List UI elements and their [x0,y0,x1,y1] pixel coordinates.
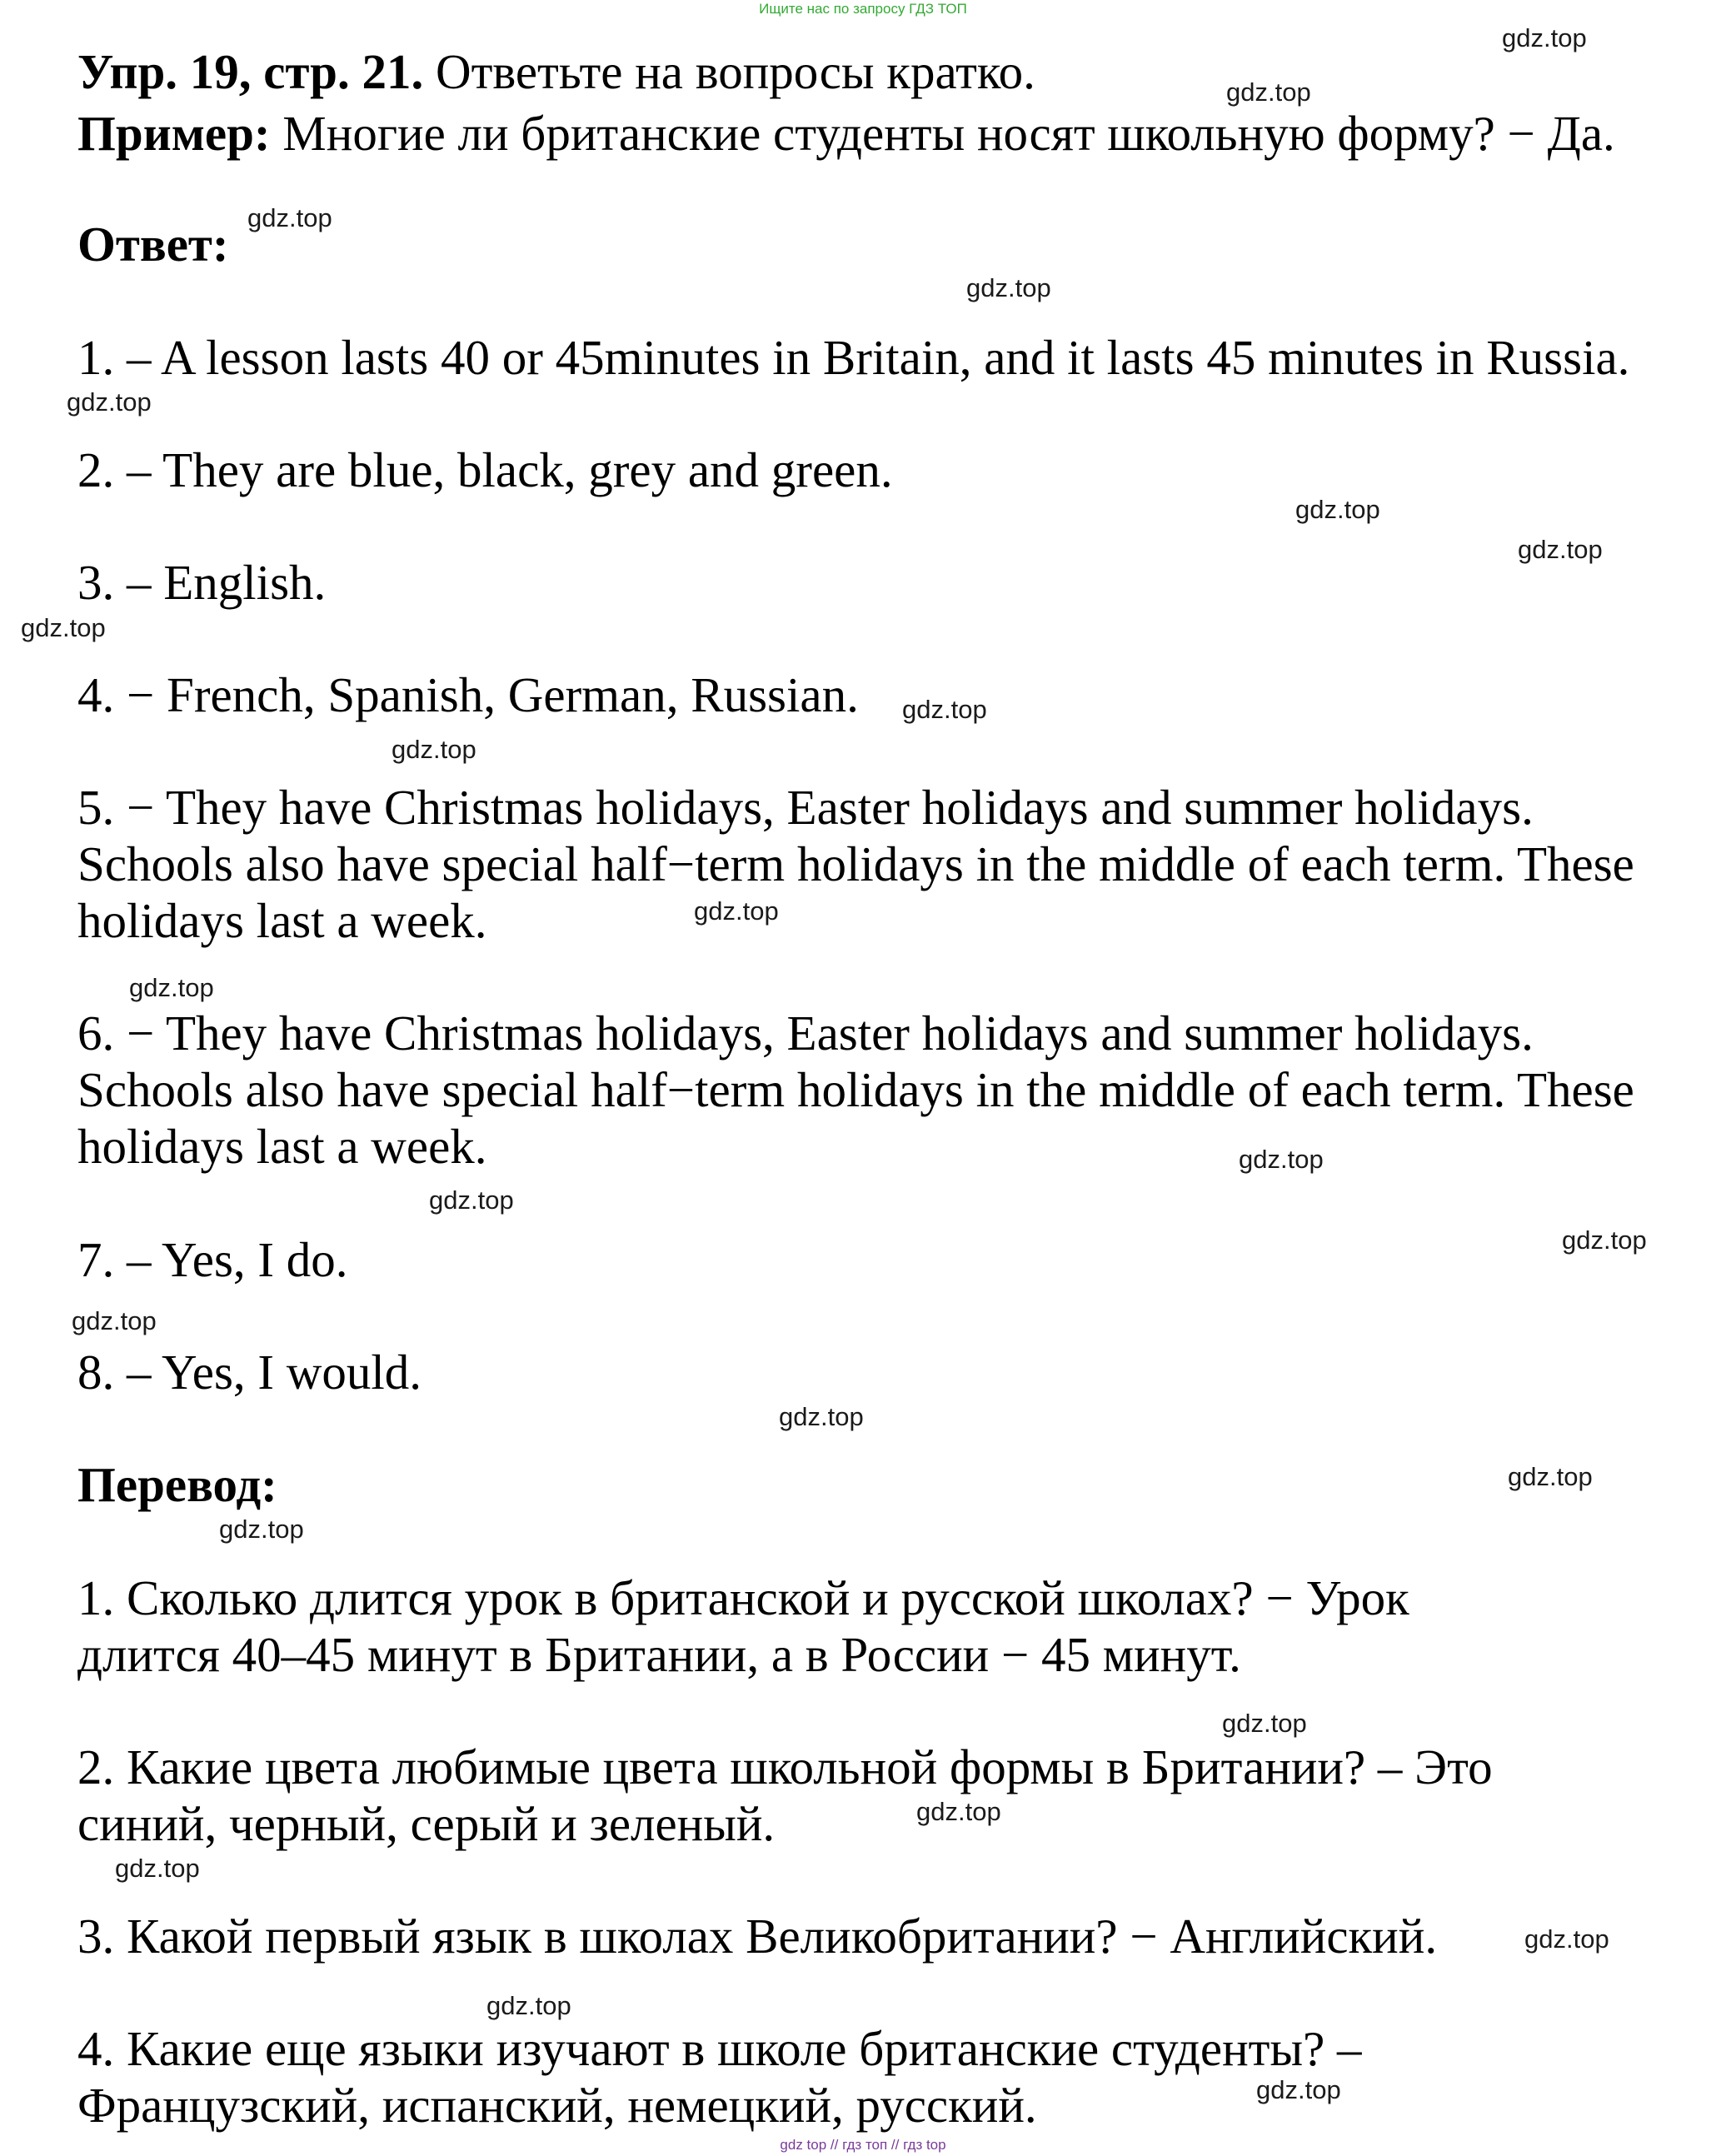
example-text: Многие ли британские студенты носят школьную форму? − Да. [270,106,1615,161]
answer-line: 7. – Yes, I do. [77,1232,348,1287]
example-label: Пример: [77,106,271,161]
watermark: gdz.top [1524,1924,1609,1954]
watermark: gdz.top [67,387,152,417]
exercise-title [77,43,1035,100]
answer-line: 6. − They have Christmas holidays, Easter holidays and summer holidays. [77,1006,1534,1061]
answer-line: Schools also have special half−term holidays in the middle of each term. These [77,836,1634,891]
translation-line: 3. Какой первый язык в школах Великобритании? − Английский. [77,1909,1438,1964]
watermark: gdz.top [392,735,476,764]
watermark: gdz.top [1295,495,1380,524]
watermark: gdz.top [21,613,106,642]
example-line [77,105,1615,162]
watermark: gdz.top [129,973,214,1002]
watermark: gdz.top [1239,1145,1324,1174]
answer-line: 5. − They have Christmas holidays, Easter holidays and summer holidays. [77,780,1534,835]
watermark: gdz.top [72,1306,157,1335]
watermark: gdz.top [1502,23,1587,52]
answer-line: 1. – A lesson lasts 40 or 45minutes in Britain, and it lasts 45 minutes in Russia. [77,330,1630,385]
watermark: gdz.top [1226,77,1311,107]
watermark: gdz.top [247,203,332,232]
exercise-instruction: Ответьте на вопросы кратко. [423,44,1035,99]
translation-line: 1. Сколько длится урок в британской и русской школах? − Урок [77,1570,1409,1625]
answer-heading: Ответ: [77,217,229,272]
watermark: gdz.top [779,1402,864,1431]
answer-line: 3. – English. [77,555,327,610]
watermark: gdz.top [694,896,779,926]
translation-line: Французский, испанский, немецкий, русский. [77,2078,1037,2133]
watermark: gdz.top [1222,1709,1307,1738]
footer-note: gdz top // гдз топ // гдз top [780,2137,946,2153]
watermark: gdz.top [1256,2075,1341,2104]
answer-line: 4. − French, Spanish, German, Russian. [77,667,859,722]
watermark: gdz.top [1518,535,1603,564]
answer-line: Schools also have special half−term holidays in the middle of each term. These [77,1062,1634,1117]
watermark: gdz.top [115,1854,200,1883]
translation-heading: Перевод: [77,1457,277,1512]
watermark: gdz.top [916,1797,1001,1826]
watermark: gdz.top [429,1185,514,1215]
watermark: gdz.top [902,695,987,724]
watermark: gdz.top [966,273,1051,302]
answer-line: 8. – Yes, I would. [77,1345,422,1400]
answer-line: holidays last a week. [77,1119,487,1174]
watermark: gdz.top [1508,1462,1593,1491]
translation-line: 4. Какие еще языки изучают в школе британские студенты? – [77,2021,1362,2076]
exercise-number: Упр. 19, стр. 21. [77,44,424,99]
translation-line: длится 40–45 минут в Британии, а в России − 45 минут. [77,1627,1241,1682]
answer-line: 2. – They are blue, black, grey and green. [77,442,893,497]
top-search-note: Ищите нас по запросу ГДЗ ТОП [759,1,967,17]
watermark: gdz.top [486,1991,571,2020]
translation-line: 2. Какие цвета любимые цвета школьной формы в Британии? – Это [77,1739,1493,1794]
translation-line: синий, черный, серый и зеленый. [77,1796,776,1851]
answer-line: holidays last a week. [77,893,487,948]
watermark: gdz.top [1562,1225,1647,1255]
watermark: gdz.top [219,1515,304,1544]
